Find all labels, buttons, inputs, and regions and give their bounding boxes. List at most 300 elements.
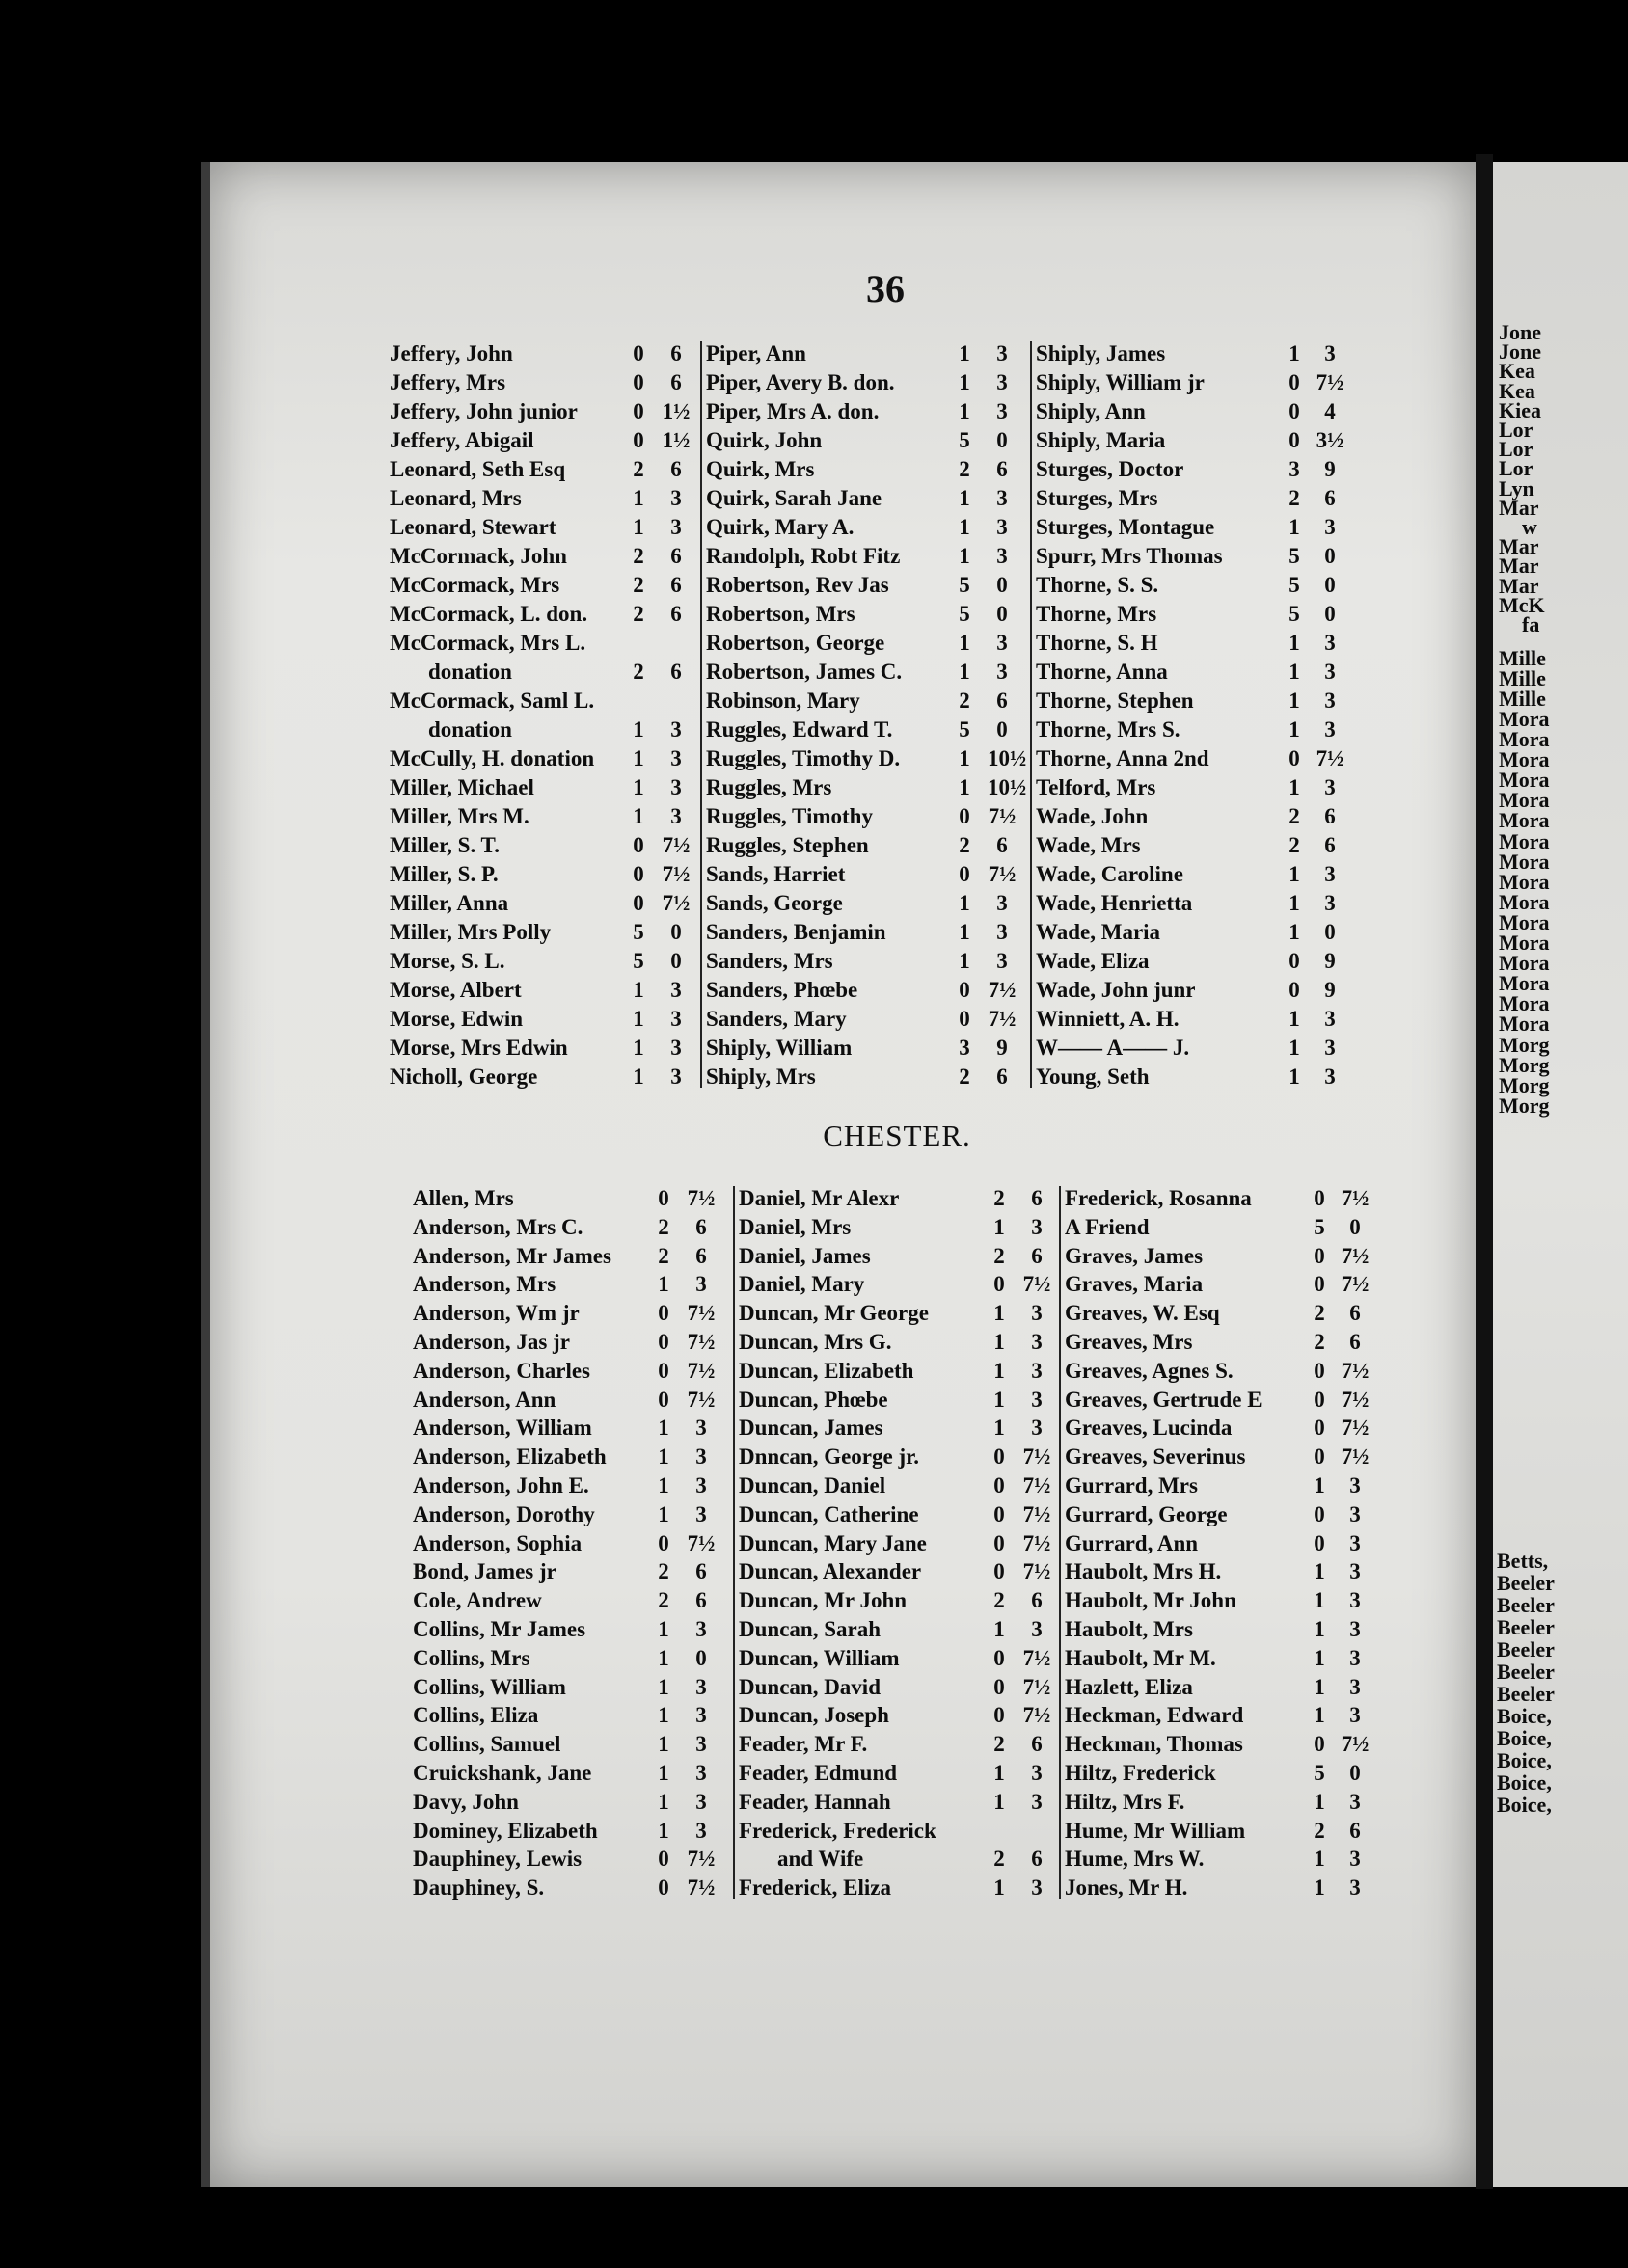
entry-pence: 3: [1031, 1387, 1043, 1412]
entry-shillings: 2: [658, 1559, 669, 1584]
entry-name: Duncan, Sarah: [739, 1617, 881, 1641]
entry-name: Piper, Mrs A. don.: [706, 399, 880, 423]
entry-pence: 0: [670, 949, 682, 973]
entry-name: Winniett, A. H.: [1036, 1007, 1180, 1031]
entry-shillings: 1: [633, 486, 644, 510]
entry-name: Ruggles, Timothy D.: [706, 746, 901, 770]
entry-shillings: 0: [658, 1301, 669, 1326]
entry-shillings: 0: [1314, 1186, 1325, 1210]
entry-pence: 3: [996, 920, 1008, 944]
entry-shillings: 1: [959, 486, 970, 510]
entry-shillings: 1: [1314, 1847, 1325, 1872]
entry-name: Leonard, Mrs: [390, 486, 522, 510]
entry-shillings: 1: [658, 1789, 669, 1814]
entry-shillings: 1: [1289, 688, 1300, 713]
entry-name: Sturges, Doctor: [1036, 457, 1184, 481]
entry-name: Dauphiney, Lewis: [413, 1847, 583, 1872]
entry-pence: 7½: [687, 1847, 716, 1872]
entry-shillings: 0: [959, 804, 970, 828]
entry-name: A Friend: [1065, 1214, 1150, 1239]
entry-pence: 0: [996, 573, 1008, 597]
entry-name: Heckman, Edward: [1065, 1703, 1244, 1728]
entry-pence: 6: [695, 1588, 707, 1613]
entry-pence: 3: [996, 544, 1008, 568]
entry-name: Duncan, Phœbe: [739, 1387, 888, 1412]
entry-pence: 3½: [1316, 428, 1344, 452]
entry-pence: 7½: [1341, 1186, 1370, 1210]
entry-shillings: 2: [1314, 1818, 1325, 1843]
entry-pence: 6: [1031, 1243, 1043, 1268]
entry-name: Anderson, Mrs C.: [413, 1214, 583, 1239]
entry-pence: 3: [996, 631, 1008, 655]
entry-shillings: 2: [959, 1065, 970, 1089]
entry-pence: 9: [996, 1036, 1008, 1060]
entry-shillings: 1: [1289, 775, 1300, 799]
entry-pence: 6: [695, 1559, 707, 1584]
entry-name: Frederick, Frederick: [739, 1818, 936, 1843]
entry-pence: 7½: [1022, 1444, 1051, 1470]
entry-name: Ruggles, Edward T.: [706, 717, 893, 742]
facing-page-fragment: Kiea: [1499, 397, 1541, 422]
entry-pence: 0: [695, 1645, 707, 1670]
facing-page-fragment: Mar: [1499, 495, 1539, 520]
entry-pence: 3: [1031, 1761, 1043, 1785]
entry-name: Quirk, John: [706, 428, 823, 452]
entry-shillings: 1: [633, 1007, 644, 1031]
entry-pence: 7½: [988, 1007, 1017, 1031]
entry-pence: 3: [996, 660, 1008, 684]
entry-pence: 6: [670, 573, 682, 597]
entry-name: Thorne, Stephen: [1036, 688, 1194, 713]
entry-shillings: 0: [1314, 1732, 1325, 1757]
entry-pence: 3: [996, 399, 1008, 423]
entry-name: Anderson, Mr James: [413, 1243, 611, 1268]
entry-shillings: 2: [1314, 1330, 1325, 1354]
entry-name: Jeffery, Mrs: [390, 370, 506, 394]
facing-page-fragment: McK: [1499, 592, 1545, 617]
entry-shillings: 0: [1314, 1243, 1325, 1268]
entry-name: Sturges, Mrs: [1036, 486, 1158, 510]
entry-shillings: 1: [658, 1703, 669, 1728]
entry-shillings: 1: [993, 1358, 1005, 1383]
entry-name: Wade, Caroline: [1036, 862, 1183, 886]
entry-name: Thorne, Anna 2nd: [1036, 746, 1209, 770]
entry-name: Robertson, Rev Jas: [706, 573, 889, 597]
entry-shillings: 0: [658, 1387, 669, 1412]
entry-name: Duncan, Mary Jane: [739, 1530, 927, 1555]
entry-shillings: 1: [993, 1761, 1005, 1785]
entry-name: Graves, James: [1065, 1243, 1204, 1268]
entry-shillings: 2: [633, 573, 644, 597]
entry-shillings: 1: [1314, 1789, 1325, 1814]
entry-shillings: 0: [633, 399, 644, 423]
entry-pence: 0: [996, 602, 1008, 626]
entry-name: and Wife: [777, 1847, 864, 1872]
facing-page-fragment: Morg: [1499, 1032, 1550, 1057]
entry-shillings: 1: [658, 1272, 669, 1297]
entry-shillings: 0: [658, 1186, 669, 1210]
entry-shillings: 1: [993, 1617, 1005, 1641]
entry-shillings: 1: [1314, 1588, 1325, 1613]
entry-pence: 7½: [1022, 1645, 1051, 1670]
facing-page-fragment: Morg: [1499, 1072, 1550, 1097]
entry-shillings: 2: [1314, 1301, 1325, 1326]
entry-shillings: 2: [959, 688, 970, 713]
entry-pence: 3: [1324, 1065, 1336, 1089]
entry-name: Collins, Mr James: [413, 1617, 586, 1641]
entry-shillings: 5: [1314, 1761, 1325, 1785]
entry-name: Thorne, Mrs: [1036, 602, 1157, 626]
entry-name: Feader, Edmund: [739, 1761, 898, 1785]
entry-name: Nicholl, George: [390, 1065, 538, 1089]
entry-shillings: 0: [1289, 978, 1300, 1002]
entry-name: Graves, Maria: [1065, 1272, 1204, 1297]
facing-page-fragment: Mora: [1499, 828, 1550, 853]
facing-page-fragment: Beeler: [1497, 1593, 1555, 1617]
entry-pence: 7½: [1341, 1387, 1370, 1412]
facing-page-fragment: Mora: [1499, 727, 1550, 751]
entry-shillings: 1: [658, 1501, 669, 1526]
entry-pence: 6: [1324, 804, 1336, 828]
entry-shillings: 0: [1289, 370, 1300, 394]
facing-page-fragment: Mora: [1499, 747, 1550, 772]
facing-page-fragment: Beeler: [1497, 1637, 1555, 1661]
page-number: 36: [866, 267, 905, 310]
entry-name: Jeffery, Abigail: [390, 428, 534, 452]
entry-pence: 3: [1324, 717, 1336, 742]
entry-pence: 3: [1324, 660, 1336, 684]
entry-name: Jones, Mr H.: [1065, 1876, 1188, 1901]
entry-shillings: 2: [658, 1243, 669, 1268]
entry-name: Thorne, Mrs S.: [1036, 717, 1180, 742]
facing-page-fragment: Boice,: [1497, 1748, 1552, 1772]
entry-name: Miller, S. P.: [390, 862, 499, 886]
facing-page-fragment: Mora: [1499, 869, 1550, 894]
entry-pence: 0: [1324, 544, 1336, 568]
facing-page-fragment: Lor: [1499, 418, 1533, 442]
entry-pence: 3: [1324, 515, 1336, 539]
entry-shillings: 1: [658, 1732, 669, 1757]
entry-shillings: 0: [993, 1501, 1005, 1526]
entry-name: Collins, Mrs: [413, 1645, 530, 1670]
entry-shillings: 1: [959, 544, 970, 568]
entry-shillings: 0: [1314, 1416, 1325, 1441]
entry-name: Anderson, Sophia: [413, 1530, 583, 1555]
entry-name: Wade, Mrs: [1036, 833, 1141, 857]
facing-page-fragment: Morg: [1499, 1052, 1550, 1077]
entry-pence: 7½: [1022, 1703, 1051, 1728]
entry-name: Duncan, Mr George: [739, 1301, 929, 1326]
entry-shillings: 0: [658, 1358, 669, 1383]
entry-name: donation: [428, 717, 512, 742]
entry-name: Cole, Andrew: [413, 1588, 542, 1613]
entry-pence: 6: [996, 1065, 1008, 1089]
entry-name: Robertson, George: [706, 631, 885, 655]
entry-name: Randolph, Robt Fitz: [706, 544, 901, 568]
entry-pence: 3: [670, 1007, 682, 1031]
entry-pence: 9: [1324, 457, 1336, 481]
facing-page-fragment: Mora: [1499, 991, 1550, 1016]
entry-name: Miller, Mrs M.: [390, 804, 529, 828]
entry-name: Duncan, James: [739, 1416, 883, 1441]
entry-shillings: 0: [959, 1007, 970, 1031]
entry-pence: 1½: [662, 428, 691, 452]
facing-page-fragment: Mora: [1499, 706, 1550, 731]
entry-pence: 0: [996, 428, 1008, 452]
entry-name: Greaves, Mrs: [1065, 1330, 1193, 1354]
entry-shillings: 1: [658, 1416, 669, 1441]
entry-pence: 3: [695, 1501, 707, 1526]
entry-name: Anderson, Ann: [413, 1387, 556, 1412]
entry-name: Collins, Samuel: [413, 1732, 561, 1757]
entry-pence: 6: [996, 688, 1008, 713]
entry-name: Wade, Eliza: [1036, 949, 1150, 973]
entry-pence: 3: [1031, 1214, 1043, 1239]
entry-pence: 3: [1349, 1473, 1361, 1498]
entry-shillings: 1: [993, 1387, 1005, 1412]
entry-shillings: 1: [658, 1674, 669, 1699]
entry-name: Duncan, William: [739, 1645, 900, 1670]
entry-pence: 3: [1324, 775, 1336, 799]
entry-pence: 3: [996, 515, 1008, 539]
entry-name: Quirk, Mrs: [706, 457, 815, 481]
entry-name: McCormack, Saml L.: [390, 688, 595, 713]
entry-pence: 0: [670, 920, 682, 944]
entry-name: Collins, Eliza: [413, 1703, 539, 1728]
entry-pence: 3: [670, 804, 682, 828]
entry-shillings: 1: [959, 341, 970, 365]
entry-shillings: 1: [633, 978, 644, 1002]
entry-name: Robinson, Mary: [706, 688, 860, 713]
entry-pence: 9: [1324, 978, 1336, 1002]
entry-name: Greaves, Gertrude E: [1065, 1387, 1262, 1412]
entry-shillings: 0: [658, 1847, 669, 1872]
entry-pence: 3: [670, 717, 682, 742]
entry-shillings: 0: [1314, 1530, 1325, 1555]
entry-shillings: 3: [959, 1036, 970, 1060]
entry-pence: 6: [670, 660, 682, 684]
entry-name: Shiply, William: [706, 1036, 853, 1060]
facing-page-fragment: Mora: [1499, 788, 1550, 813]
entry-name: Daniel, Mary: [739, 1272, 865, 1297]
entry-pence: 6: [1031, 1588, 1043, 1613]
entry-name: Duncan, Mr John: [739, 1588, 908, 1613]
entry-pence: 7½: [687, 1186, 716, 1210]
entry-shillings: 0: [1289, 428, 1300, 452]
entry-shillings: 0: [1314, 1387, 1325, 1412]
entry-shillings: 1: [959, 891, 970, 915]
entry-pence: 3: [670, 746, 682, 770]
entry-name: Sturges, Montague: [1036, 515, 1215, 539]
entry-name: Hiltz, Mrs F.: [1065, 1789, 1185, 1814]
entry-shillings: 1: [1289, 341, 1300, 365]
entry-name: Dominey, Elizabeth: [413, 1818, 598, 1843]
entry-pence: 6: [670, 370, 682, 394]
entry-pence: 3: [695, 1674, 707, 1699]
entry-shillings: 1: [1314, 1703, 1325, 1728]
entry-pence: 3: [695, 1732, 707, 1757]
entry-pence: 3: [1031, 1330, 1043, 1354]
entry-name: McCormack, L. don.: [390, 602, 588, 626]
entry-name: Shiply, Mrs: [706, 1065, 816, 1089]
entry-name: Sands, Harriet: [706, 862, 846, 886]
entry-name: Ruggles, Stephen: [706, 833, 869, 857]
entry-shillings: 0: [633, 833, 644, 857]
entry-pence: 3: [670, 978, 682, 1002]
entry-pence: 7½: [1341, 1243, 1370, 1268]
entry-pence: 7½: [687, 1358, 716, 1383]
entry-shillings: 5: [1289, 573, 1300, 597]
entry-pence: 0: [1349, 1761, 1361, 1785]
entry-name: McCormack, John: [390, 544, 567, 568]
facing-page-fragment: Boice,: [1497, 1704, 1552, 1728]
entry-pence: 6: [996, 833, 1008, 857]
entry-name: Ruggles, Mrs: [706, 775, 832, 799]
entry-name: Wade, John junr: [1036, 978, 1196, 1002]
entry-shillings: 1: [959, 631, 970, 655]
entry-pence: 4: [1324, 399, 1336, 423]
entry-shillings: 1: [1289, 1065, 1300, 1089]
entry-name: Greaves, Severinus: [1065, 1444, 1246, 1470]
entry-pence: 7½: [1022, 1530, 1051, 1555]
entry-name: Quirk, Mary A.: [706, 515, 855, 539]
entry-name: Haubolt, Mr M.: [1065, 1645, 1216, 1670]
entry-name: Miller, S. T.: [390, 833, 500, 857]
entry-name: Hiltz, Frederick: [1065, 1761, 1216, 1785]
entry-shillings: 1: [959, 515, 970, 539]
entry-pence: 6: [1031, 1847, 1043, 1872]
entry-pence: 6: [1324, 486, 1336, 510]
facing-page-fragment: Betts,: [1497, 1549, 1549, 1573]
facing-page-fragment: Mar: [1499, 534, 1539, 559]
entry-name: Jeffery, John junior: [390, 399, 578, 423]
entry-pence: 0: [1324, 573, 1336, 597]
entry-name: Daniel, James: [739, 1243, 871, 1268]
entry-shillings: 0: [658, 1330, 669, 1354]
entry-shillings: 0: [1289, 949, 1300, 973]
facing-page-fragment: Boice,: [1497, 1770, 1552, 1795]
entry-shillings: 2: [1289, 804, 1300, 828]
entry-name: Haubolt, Mrs H.: [1065, 1559, 1222, 1584]
facing-page-fragment: Morg: [1499, 1093, 1550, 1118]
entry-shillings: 2: [993, 1847, 1005, 1872]
entry-shillings: 1: [959, 920, 970, 944]
entry-pence: 7½: [1316, 370, 1344, 394]
entry-pence: 7½: [988, 862, 1017, 886]
entry-pence: 6: [670, 544, 682, 568]
entry-shillings: 0: [959, 978, 970, 1002]
entry-name: Gurrard, George: [1065, 1501, 1228, 1526]
facing-page-edge: [1493, 162, 1628, 2187]
entry-pence: 3: [695, 1416, 707, 1441]
entry-shillings: 0: [1314, 1444, 1325, 1470]
entry-name: Anderson, Dorothy: [413, 1501, 595, 1526]
entry-name: Shiply, Maria: [1036, 428, 1166, 452]
entry-pence: 3: [996, 370, 1008, 394]
entry-shillings: 5: [1289, 602, 1300, 626]
entry-shillings: 0: [993, 1674, 1005, 1699]
facing-page-fragment: Kea: [1499, 359, 1535, 384]
facing-page-fragment: Jone: [1499, 339, 1541, 364]
facing-page-fragment: Boice,: [1497, 1793, 1552, 1817]
entry-name: Duncan, David: [739, 1674, 881, 1699]
entry-pence: 6: [695, 1214, 707, 1239]
entry-shillings: 0: [658, 1876, 669, 1901]
entry-name: Bond, James jr: [413, 1559, 556, 1584]
entry-pence: 3: [1349, 1876, 1361, 1901]
entry-pence: 6: [1031, 1732, 1043, 1757]
entry-pence: 1½: [662, 399, 691, 423]
entry-shillings: 1: [633, 1065, 644, 1089]
entry-pence: 6: [1324, 833, 1336, 857]
entry-name: Dnncan, George jr.: [739, 1444, 919, 1470]
entry-name: Allen, Mrs: [413, 1186, 514, 1210]
facing-page-fragment: Lyn: [1499, 475, 1534, 500]
entry-pence: 3: [1349, 1617, 1361, 1641]
entry-shillings: 2: [658, 1214, 669, 1239]
entry-shillings: 1: [1289, 920, 1300, 944]
entry-pence: 7½: [1341, 1416, 1370, 1441]
entry-name: Haubolt, Mr John: [1065, 1588, 1236, 1613]
entry-shillings: 2: [993, 1186, 1005, 1210]
entry-name: Anderson, Elizabeth: [413, 1444, 607, 1470]
entry-shillings: 2: [993, 1243, 1005, 1268]
facing-page-fragment: Mille: [1499, 665, 1546, 690]
entry-shillings: 1: [1314, 1645, 1325, 1670]
entry-shillings: 0: [959, 862, 970, 886]
entry-name: Miller, Michael: [390, 775, 534, 799]
entry-pence: 7½: [1316, 746, 1344, 770]
column-rule: [1030, 341, 1032, 1088]
entry-shillings: 0: [633, 341, 644, 365]
entry-pence: 7½: [1022, 1559, 1051, 1584]
entry-name: Greaves, Agnes S.: [1065, 1358, 1234, 1383]
entry-name: Duncan, Daniel: [739, 1473, 886, 1498]
entry-pence: 3: [1349, 1847, 1361, 1872]
entry-shillings: 0: [993, 1530, 1005, 1555]
entry-shillings: 0: [633, 862, 644, 886]
entry-pence: 6: [1031, 1186, 1043, 1210]
entry-name: Feader, Mr F.: [739, 1732, 868, 1757]
entry-shillings: 1: [1289, 515, 1300, 539]
entry-name: Greaves, Lucinda: [1065, 1416, 1233, 1441]
entry-name: Hume, Mrs W.: [1065, 1847, 1205, 1872]
entry-pence: 3: [996, 341, 1008, 365]
entry-name: Shiply, James: [1036, 341, 1166, 365]
entry-pence: 6: [695, 1243, 707, 1268]
entry-name: Robertson, James C.: [706, 660, 903, 684]
entry-shillings: 1: [1289, 891, 1300, 915]
entry-shillings: 2: [993, 1732, 1005, 1757]
entry-shillings: 2: [633, 457, 644, 481]
entry-pence: 3: [695, 1473, 707, 1498]
entry-pence: 7½: [662, 833, 691, 857]
entry-shillings: 2: [633, 544, 644, 568]
entry-shillings: 1: [633, 746, 644, 770]
facing-page-fragment: Mar: [1499, 573, 1539, 598]
facing-page-fragment: Mora: [1499, 889, 1550, 914]
entry-pence: 7½: [662, 891, 691, 915]
entry-shillings: 1: [1289, 1036, 1300, 1060]
entry-name: Telford, Mrs: [1036, 775, 1156, 799]
entry-shillings: 3: [1289, 457, 1300, 481]
entry-shillings: 1: [633, 1036, 644, 1060]
entry-pence: 7½: [687, 1330, 716, 1354]
entry-name: Duncan, Joseph: [739, 1703, 889, 1728]
entry-shillings: 0: [993, 1703, 1005, 1728]
entry-name: Anderson, John E.: [413, 1473, 589, 1498]
book-spine: [1476, 154, 1493, 2189]
